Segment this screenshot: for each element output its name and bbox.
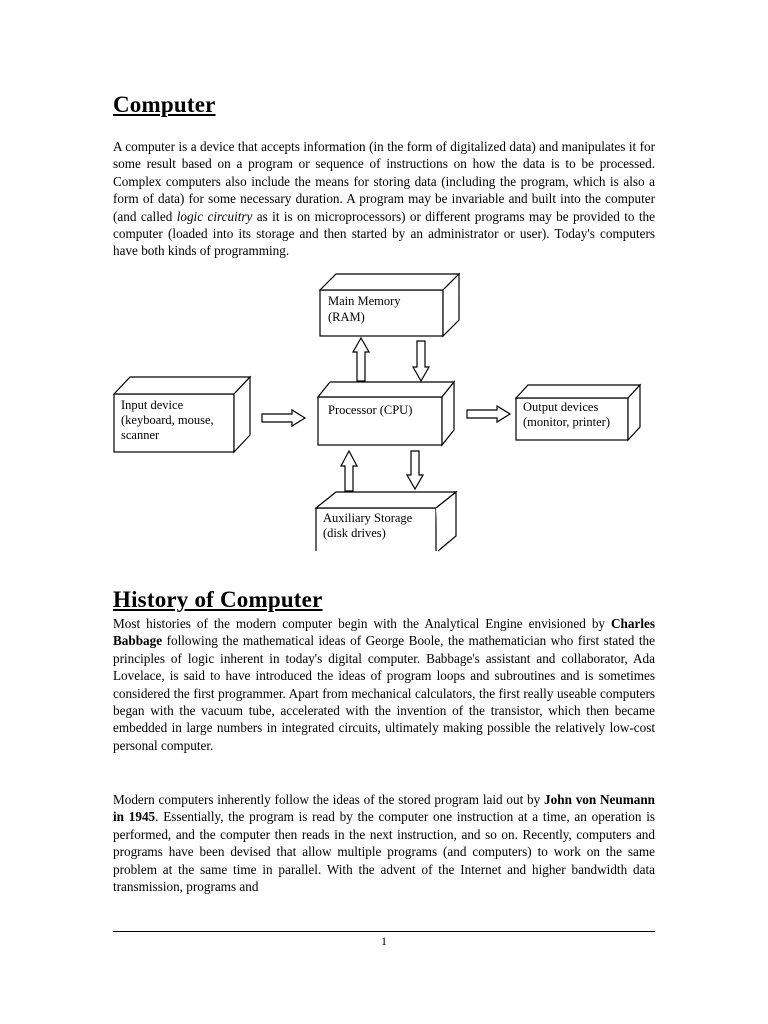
- section-heading-computer: Computer: [113, 92, 216, 117]
- main-memory-label-2: (RAM): [328, 310, 365, 324]
- page-number: 1: [381, 934, 387, 948]
- input-device-label-3: scanner: [121, 428, 160, 442]
- arrow-processor-to-output: [467, 406, 510, 422]
- arrow-up-to-memory: [353, 338, 369, 381]
- processor-label: Processor (CPU): [328, 403, 413, 417]
- section-heading-history: History of Computer: [113, 587, 323, 612]
- input-device-label-1: Input device: [121, 398, 184, 412]
- history-paragraph-1: Most histories of the modern computer begin with the Analytical Engine envisioned by Charles Babbage following the mathematical ideas of George Boole, the mathematician who first stated the principles of logic inherent in today's digital computer. Babbage's assistant and collaborator, Ada Lovelace, is said to have introduced the ideas of program loops and subroutines and is sometimes considered the first programmer. Apart from mechanical calculators, the first really useable computers began with the vacuum tube, accelerated with the invention of the transistor, which then became embedded in large numbers in integrated circuits, ultimately making possible the relatively low-cost personal computer.: [113, 616, 655, 753]
- main-memory-label-1: Main Memory: [328, 294, 401, 308]
- arrow-down-from-memory: [413, 341, 429, 381]
- computer-definition-paragraph: A computer is a device that accepts information (in the form of digitalized data) and manipulates it for some result based on a program or sequence of instructions on how the data is to be processed. Complex computers also include the means for storing data (including the program, which is also a form of data) for some necessary duration. A program may be invariable and built into the computer (and called logic circuitry as it is on microprocessors) or different programs may be provided to the computer (loaded into its storage and then started by an administrator or user). Today's computers have both kinds of programming.: [113, 139, 655, 259]
- input-device-label-2: (keyboard, mouse,: [121, 413, 214, 427]
- arrow-input-to-processor: [262, 410, 305, 426]
- output-devices-label-2: (monitor, printer): [523, 415, 610, 429]
- arrow-up-from-storage: [341, 451, 357, 491]
- arrow-down-to-storage: [407, 451, 423, 489]
- footer-divider: [113, 931, 655, 932]
- history-paragraph-2: Modern computers inherently follow the ideas of the stored program laid out by John von Neumann in 1945. Essentially, the program is read by the computer one instruction at a time, an operation is performed, and the computer then reads in the next instruction, and so on. Recently, computers and programs have been devised that allow multiple programs (and computers) to work on the same problem at the same time in parallel. With the advent of the Internet and higher bandwidth data transmission, programs and: [113, 792, 655, 895]
- auxiliary-storage-label-2: (disk drives): [323, 526, 386, 540]
- auxiliary-storage-label-1: Auxiliary Storage: [323, 511, 413, 525]
- output-devices-label-1: Output devices: [523, 400, 599, 414]
